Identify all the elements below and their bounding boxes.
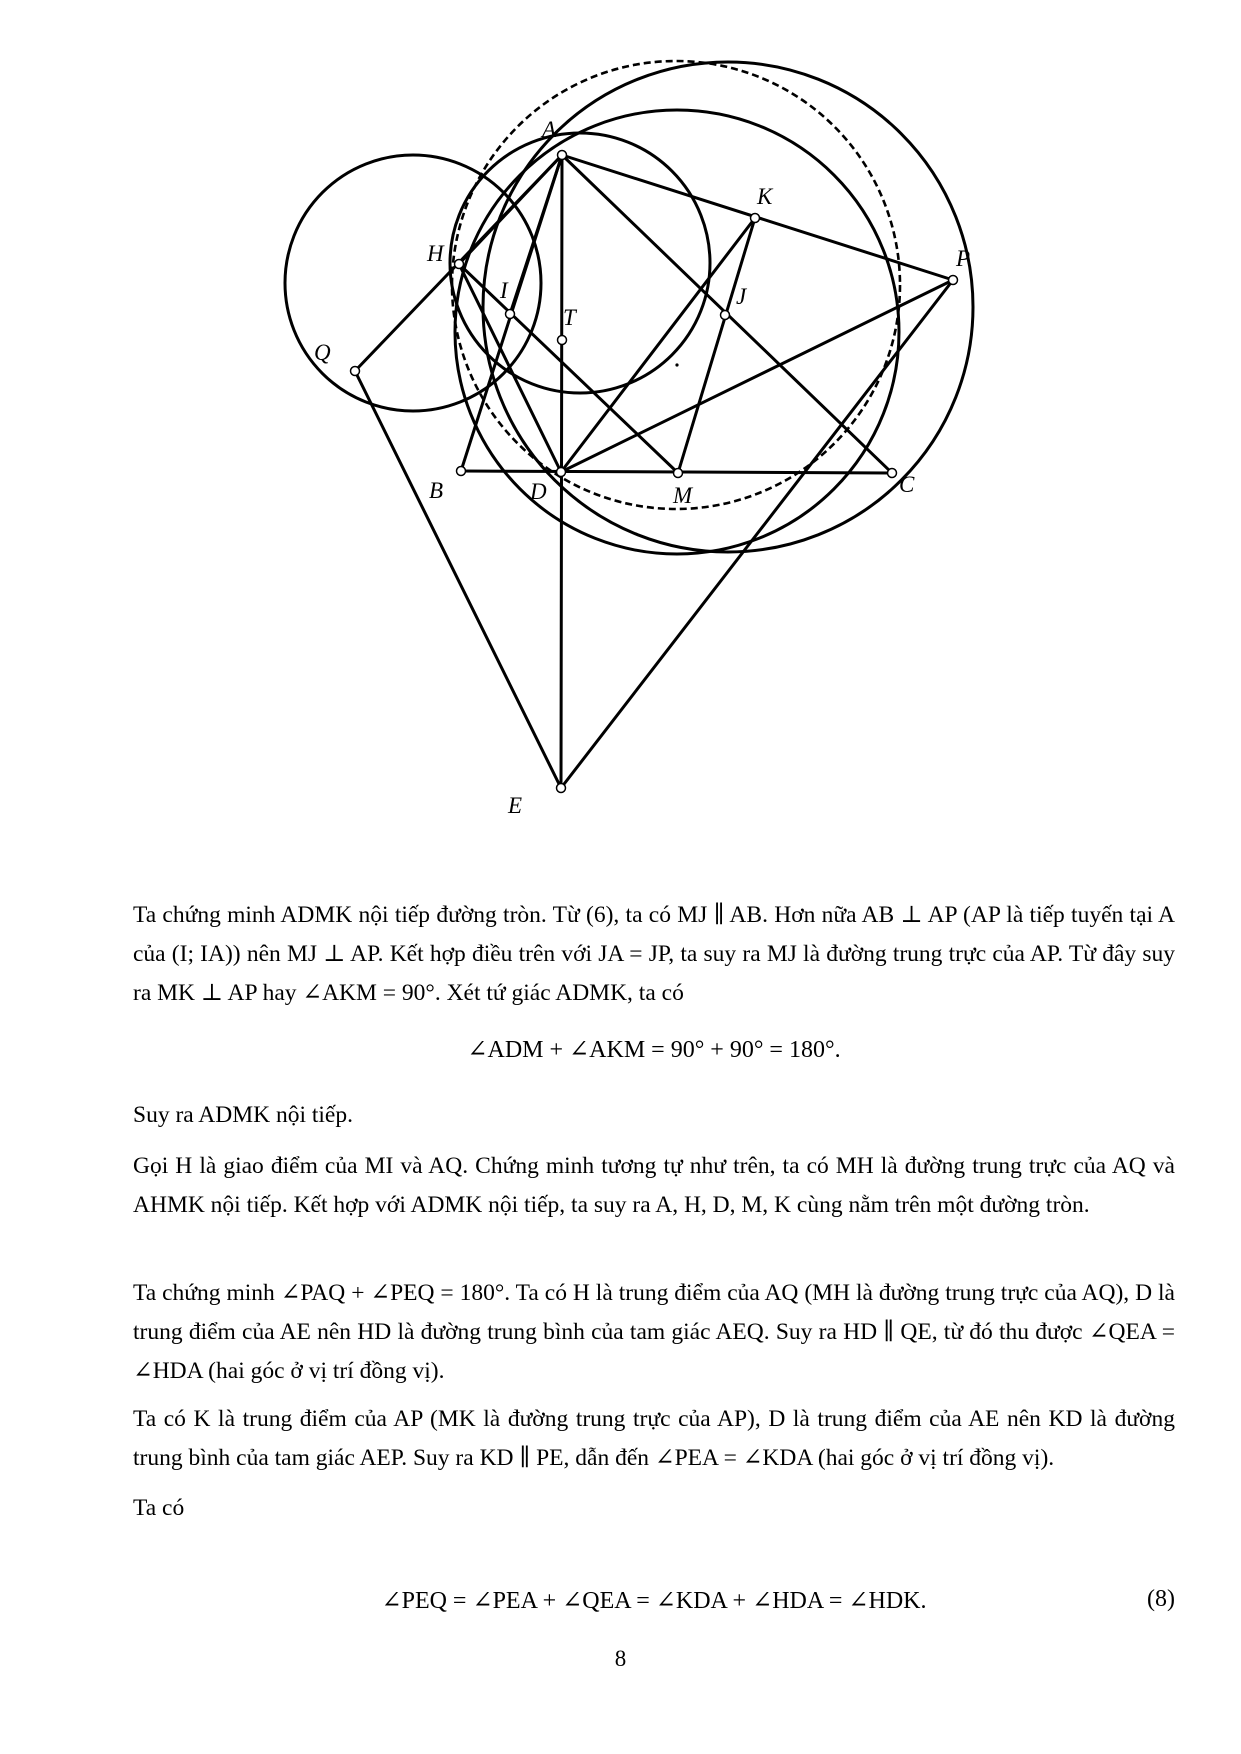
seg-KM <box>678 218 755 473</box>
equation-1: ∠ADM + ∠AKM = 90° + 90° = 180°. <box>467 1037 841 1063</box>
paragraph-3: Gọi H là giao điểm của MI và AQ. Chứng minh tương tự như trên, ta có MH là đường trung trực của AQ và AHMK nội tiếp. Kết hợp với ADMK nội tiếp, ta suy ra A, H, D, M, K cùng nằm trên một đường tròn. <box>133 1153 1175 1218</box>
point-H <box>455 260 464 269</box>
point-D <box>557 468 566 477</box>
label-D: D <box>530 479 547 504</box>
paragraph-6: Ta có <box>133 1495 185 1521</box>
point-M <box>674 469 683 478</box>
label-P: P <box>956 246 971 271</box>
geometry-figure <box>0 0 1241 830</box>
point-T <box>558 336 567 345</box>
point-E <box>557 784 566 793</box>
seg-QE <box>355 371 561 788</box>
paragraph-1: Ta chứng minh ADMK nội tiếp đường tròn. Từ (6), ta có MJ ∥ AB. Hơn nữa AB ⊥ AP (AP là tiếp tuyến tại A của (I; IA)) nên MJ ⊥ AP. Kết hợp điều trên với JA = JP, ta suy ra MJ là đường trung trực của AP. Từ đây suy ra MK ⊥ AP hay ∠AKM = 90°. Xét tứ giác ADMK, ta có <box>133 902 1175 1006</box>
label-H: H <box>427 241 444 266</box>
point-I <box>506 310 515 319</box>
equation-8: ∠PEQ = ∠PEA + ∠QEA = ∠KDA + ∠HDA = ∠HDK. (8) <box>381 1586 1175 1614</box>
point-P <box>949 276 958 285</box>
point-J <box>721 311 730 320</box>
point-Q <box>351 367 360 376</box>
label-J: J <box>736 284 747 309</box>
paragraph-4: Ta chứng minh ∠PAQ + ∠PEQ = 180°. Ta có H là trung điểm của AQ (MH là đường trung trực của AQ), D là trung điểm của AE nên HD là đường trung bình của tam giác AEQ. Suy ra HD ∥ QE, từ đó thu được ∠QEA = ∠HDA (hai góc ở vị trí đồng vị). <box>133 1280 1175 1384</box>
seg-PE <box>561 280 953 788</box>
label-I: I <box>500 278 508 303</box>
seg-KD <box>561 218 755 472</box>
equation-number: (8) <box>1147 1586 1175 1612</box>
label-Q: Q <box>314 340 331 365</box>
label-M: M <box>673 483 693 508</box>
label-E: E <box>508 793 523 818</box>
point-A <box>558 151 567 160</box>
center-dot <box>675 363 678 366</box>
label-B: B <box>429 478 444 503</box>
page-number: 8 <box>614 1646 627 1671</box>
point-C <box>888 469 897 478</box>
paragraph-5: Ta có K là trung điểm của AP (MK là đường trung trực của AP), D là trung điểm của AE nên KD là đường trung bình của tam giác AEP. Suy ra KD ∥ PE, dẫn đến ∠PEA = ∠KDA (hai góc ở vị trí đồng vị). <box>133 1406 1175 1471</box>
label-A: A <box>542 117 557 142</box>
point-K <box>751 214 760 223</box>
paragraph-2: Suy ra ADMK nội tiếp. <box>133 1102 353 1128</box>
label-K: K <box>757 184 773 209</box>
label-T: T <box>563 305 576 330</box>
label-C: C <box>899 472 915 497</box>
point-B <box>457 467 466 476</box>
seg-HD <box>459 264 561 472</box>
